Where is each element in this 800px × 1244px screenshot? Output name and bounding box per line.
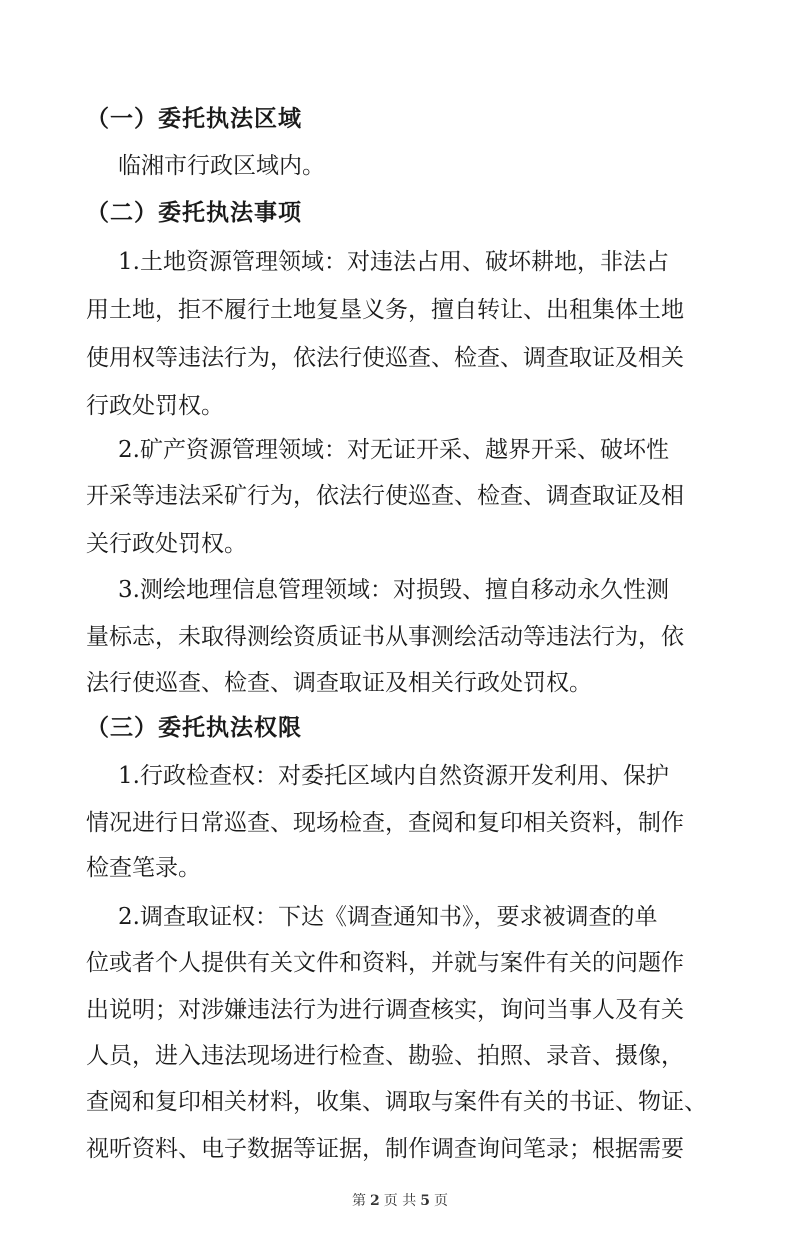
item-3-2-line-5: 查阅和复印相关材料，收集、调取与案件有关的书证、物证、 bbox=[86, 1089, 707, 1115]
item-2-3-line-3: 法行使巡查、检查、调查取证及相关行政处罚权。 bbox=[86, 670, 592, 696]
item-3-2-line-2: 位或者个人提供有关文件和资料，并就与案件有关的问题作 bbox=[86, 950, 684, 976]
item-2-2-line-1: 2.矿产资源管理领域：对无证开采、越界开采、破坏性 bbox=[118, 437, 669, 463]
section-heading-1: （一）委托执法区域 bbox=[86, 105, 302, 132]
footer-suffix: 页 bbox=[433, 1193, 448, 1209]
item-2-1-line-3: 使用权等违法行为，依法行使巡查、检查、调查取证及相关 bbox=[86, 345, 684, 371]
footer-page-number: 2 bbox=[370, 1193, 380, 1209]
item-2-1-line-4: 行政处罚权。 bbox=[86, 393, 224, 419]
section-heading-3: （三）委托执法权限 bbox=[86, 714, 302, 741]
item-3-2-line-6: 视听资料、电子数据等证据，制作调查询问笔录；根据需要 bbox=[86, 1136, 684, 1162]
page-footer bbox=[0, 1190, 800, 1210]
footer-prefix: 第 bbox=[352, 1193, 367, 1209]
item-2-3-line-2: 量标志，未取得测绘资质证书从事测绘活动等违法行为，依 bbox=[86, 624, 684, 650]
footer-middle: 页 共 bbox=[383, 1193, 417, 1209]
item-2-2-line-2: 开采等违法采矿行为，依法行使巡查、检查、调查取证及相 bbox=[86, 483, 684, 509]
section-heading-2: （二）委托执法事项 bbox=[86, 199, 302, 226]
item-2-2-line-3: 关行政处罚权。 bbox=[86, 531, 247, 557]
item-2-3-line-1: 3.测绘地理信息管理领域：对损毁、擅自移动永久性测 bbox=[118, 577, 669, 603]
item-2-1-line-1: 1.土地资源管理领域：对违法占用、破坏耕地，非法占 bbox=[118, 249, 669, 275]
item-3-1-line-2: 情况进行日常巡查、现场检查，查阅和复印相关资料，制作 bbox=[86, 810, 684, 836]
item-2-1-line-2: 用土地，拒不履行土地复垦义务，擅自转让、出租集体土地 bbox=[86, 297, 684, 323]
item-3-1-line-1: 1.行政检查权：对委托区域内自然资源开发利用、保护 bbox=[118, 763, 669, 789]
section-1-line-1: 临湘市行政区域内。 bbox=[118, 153, 325, 179]
item-3-2-line-3: 出说明；对涉嫌违法行为进行调查核实，询问当事人及有关 bbox=[86, 997, 684, 1023]
item-3-2-line-1: 2.调查取证权：下达《调查通知书》，要求被调查的单 bbox=[118, 904, 658, 930]
item-3-1-line-3: 检查笔录。 bbox=[86, 855, 201, 881]
item-3-2-line-4: 人员，进入违法现场进行检查、勘验、拍照、录音、摄像， bbox=[86, 1043, 684, 1069]
footer-total-pages: 5 bbox=[420, 1193, 430, 1209]
